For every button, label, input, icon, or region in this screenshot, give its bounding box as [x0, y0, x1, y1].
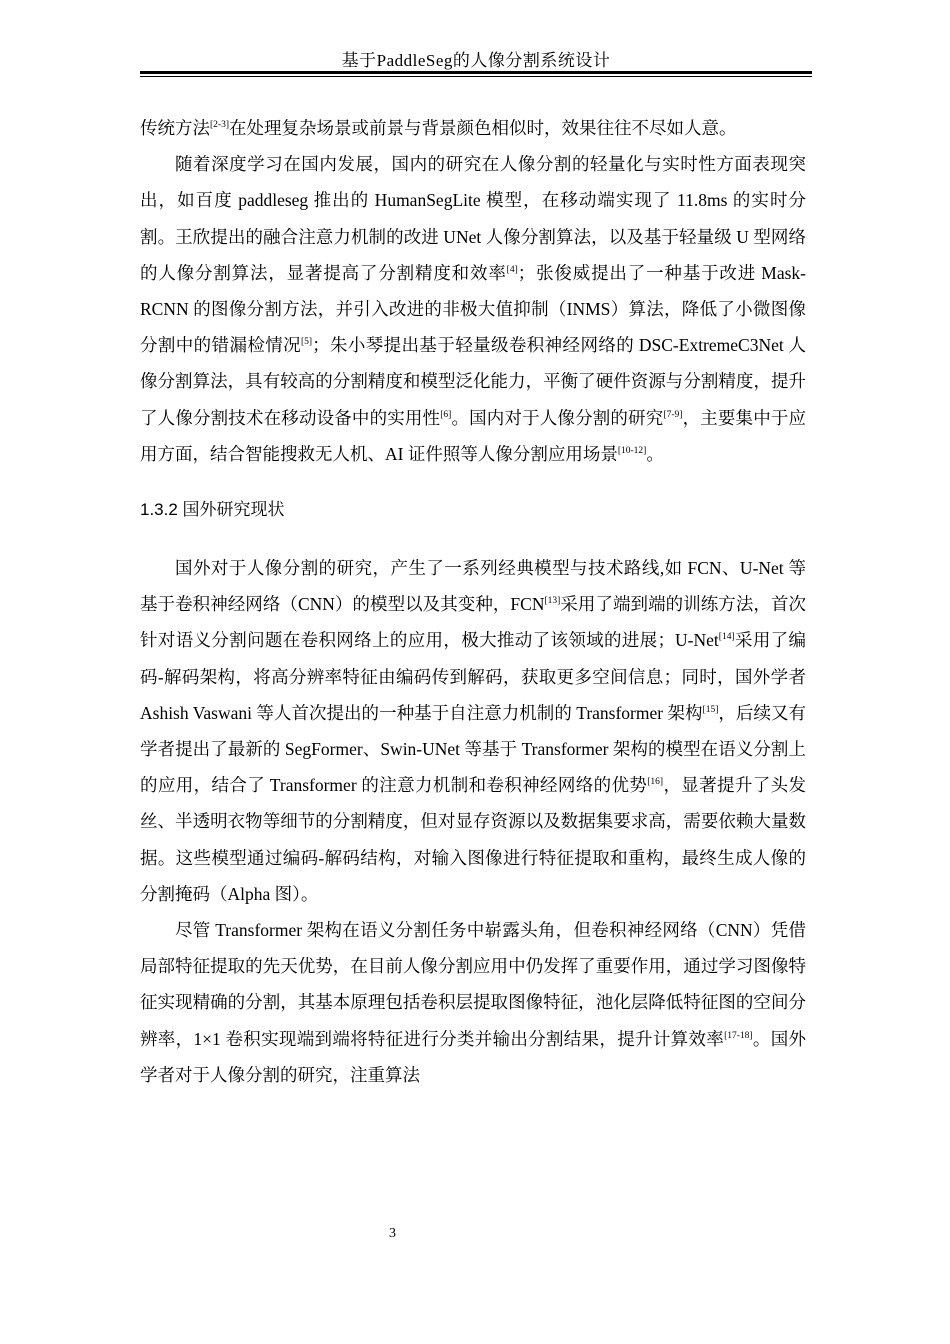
citation-ref: [16] — [647, 777, 664, 788]
paragraph-1 — [140, 110, 806, 146]
text-run: ；张俊威提出了一种基于改进 Mask-RCNN 的图像分割方法，并引入改进的非极大值抑制（INMS）算法，降低了小微图像分割中的错漏检情况 — [140, 262, 807, 356]
section-heading: 1.3.2 国外研究现状 — [140, 500, 285, 520]
running-header-title: 基于PaddleSeg的人像分割系统设计 — [341, 51, 611, 70]
text-run: 尽管 Transformer 架构在语义分割任务中崭露头角，但卷积神经网络（CNN）凭借局部特征提取的先天优势，在目前人像分割应用中仍发挥了重要作用，通过学习图像特征实现精确的分割，其基本原理包括卷积层提取图像特征，池化层降低特征图的空间分辨率，1×1 卷积实现端到端将特征进行分类并输出分割结果，提升计算效率 — [140, 920, 806, 1049]
citation-ref: [17-18] — [724, 1030, 753, 1041]
text-run: ；朱小琴提出基于轻量级卷积神经网络的 DSC-ExtremeC3Net 人像分割算法，具有较高的分割精度和模型泛化能力，平衡了硬件资源与分割精度，提升了人像分割技术在移动设备中的实用性 — [140, 335, 806, 428]
text-run: 传统方法 — [140, 118, 210, 138]
citation-ref: [4] — [506, 264, 518, 275]
citation-ref: [14] — [718, 632, 735, 643]
header-rule-thin — [140, 76, 812, 77]
text-run: 。国外学者对于人像分割的研究，注重算法 — [140, 1028, 806, 1085]
text-run: 在处理复杂场景或前景与背景颜色相似时，效果往往不尽如人意。 — [229, 118, 737, 138]
text-run: 随着深度学习在国内发展，国内的研究在人像分割的轻量化与实时性方面表现突出，如百度 paddleseg 推出的 HumanSegLite 模型，在移动端实现了 11.8ms 的实时分割。王欣提出的融合注意力机制的改进 UNet 人像分割算法，以及基于轻量级 U 型网络的人像分割算法，显著提高了分割精度和效率 — [140, 154, 806, 283]
citation-ref: [6] — [440, 409, 452, 420]
citation-ref: [7-9] — [663, 409, 683, 420]
citation-ref: [2-3] — [210, 120, 229, 130]
text-run: 采用了端到端的训练方法，首次针对语义分割问题在卷积网络上的应用，极大推动了该领域的进展；U-Net — [140, 594, 807, 651]
citation-ref: [15] — [702, 704, 719, 715]
paragraph-4 — [140, 912, 806, 1093]
header-rule-thick — [140, 71, 812, 74]
text-run: 。国内对于人像分割的研究 — [451, 407, 664, 428]
paragraph-3 — [140, 550, 806, 912]
citation-ref: [5] — [301, 337, 313, 348]
text-run: 。 — [646, 443, 664, 464]
citation-ref: [10-12] — [617, 445, 647, 456]
page-number: 3 — [389, 1226, 396, 1241]
text-run: ，显著提升了头发丝、半透明衣物等细节的分割精度，但对显存资源以及数据集要求高，需要依赖大量数据。这些模型通过编码-解码结构，对输入图像进行特征提取和重构，最终生成人像的分割掩码（Alpha 图）。 — [140, 775, 807, 904]
body-text — [140, 110, 806, 1093]
text-run: 采用了编码-解码架构，将高分辨率特征由编码传到解码，获取更多空间信息；同时，国外学者 Ashish Vaswani 等人首次提出的一种基于自注意力机制的 Transformer 架构 — [140, 630, 807, 723]
text-run: ，后续又有学者提出了最新的 SegFormer、Swin-UNet 等基于 Transformer 架构的模型在语义分割上的应用，结合了 Transformer 的注意力机制和卷积神经网络的优势 — [140, 702, 806, 796]
text-run: 国外对于人像分割的研究，产生了一系列经典模型与技术路线,如 FCN、U-Net 等基于卷积神经网络（CNN）的模型以及其变种，FCN — [140, 558, 806, 615]
text-run: ，主要集中于应用方面，结合智能搜救无人机、AI 证件照等人像分割应用场景 — [140, 407, 807, 464]
citation-ref: [13] — [544, 596, 561, 607]
paragraph-2 — [140, 146, 806, 472]
